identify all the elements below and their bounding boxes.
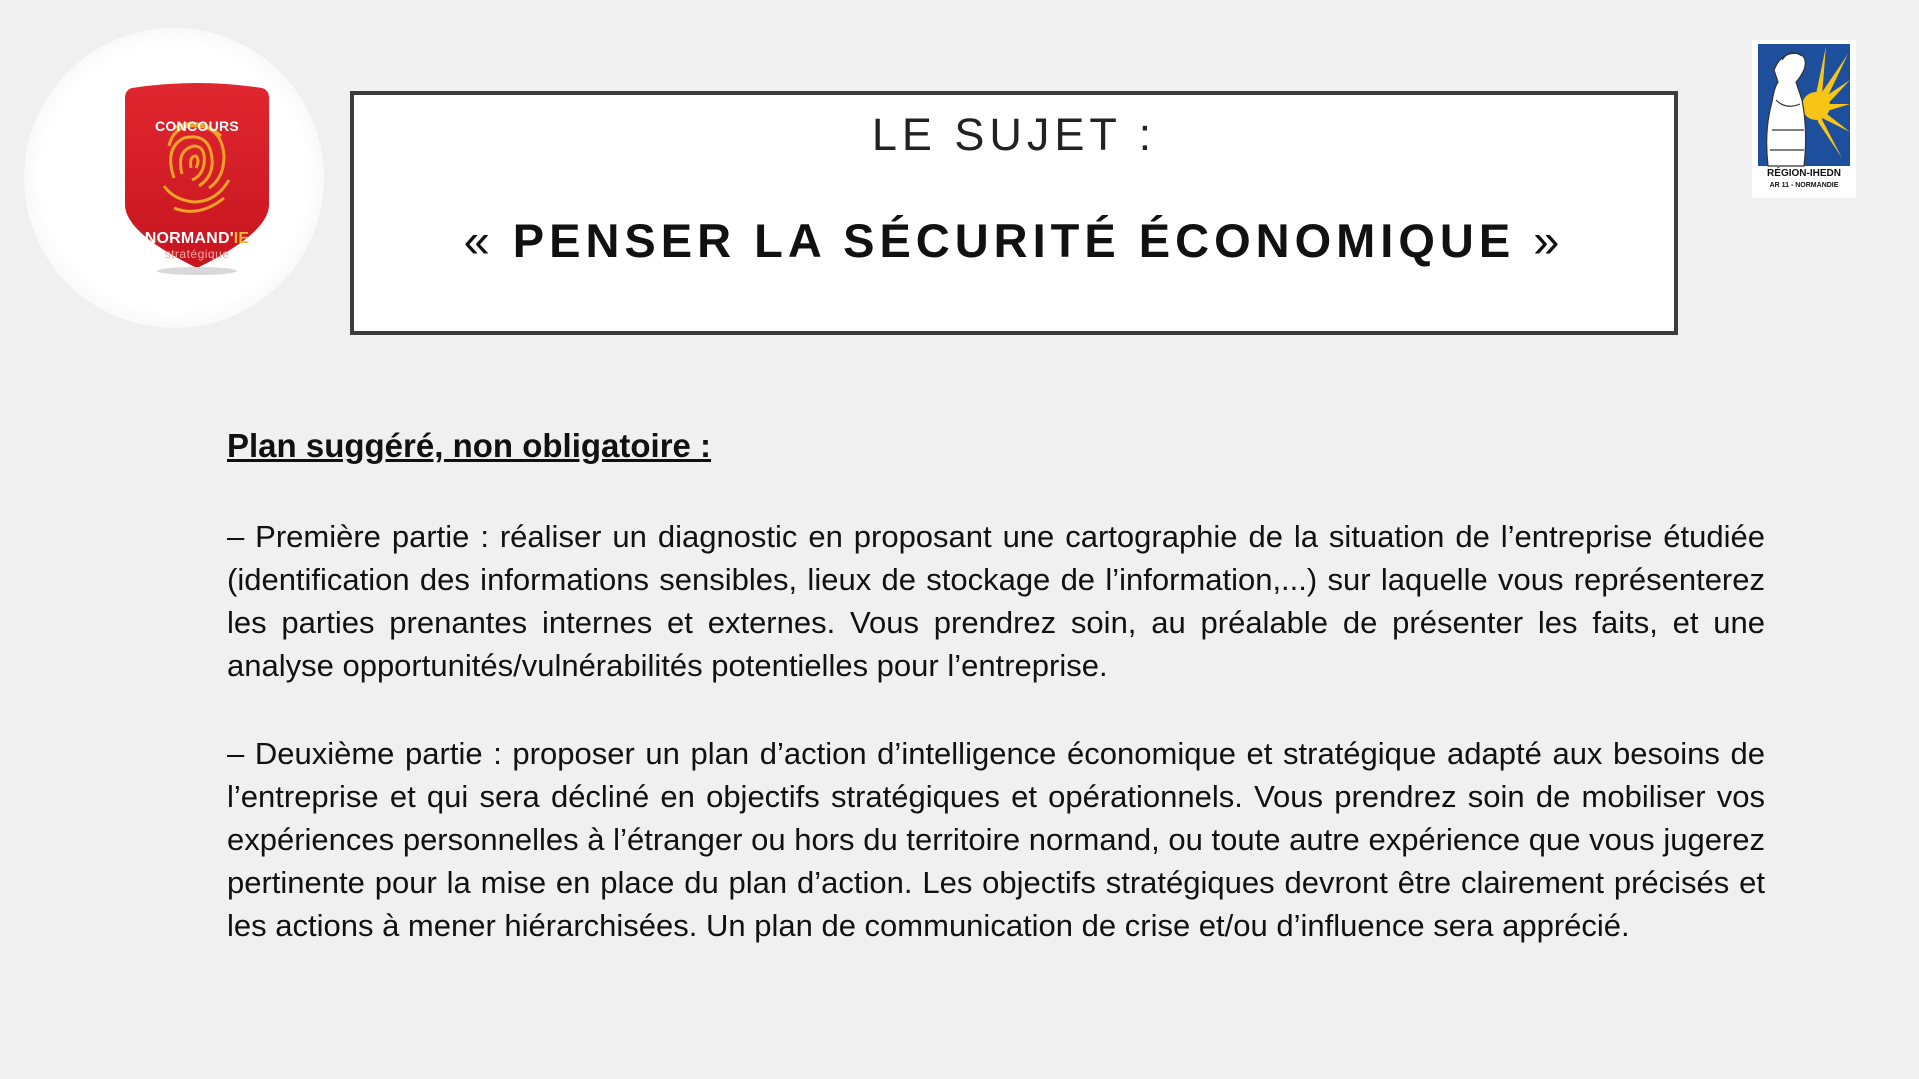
logo-strategique-label: stratégique bbox=[164, 247, 230, 261]
paragraph-part-two: – Deuxième partie : proposer un plan d’action d’intelligence économique et stratégique adapté aux besoins de l’entreprise et qui sera décliné en objectifs stratégiques et opérationnels. Vous prendrez soin de mobiliser vos expériences personnelles à l’étranger ou hors du territoire normand, ou toute autre expérience que vous jugerez pertinente pour la mise en place du plan d’action. Les objectifs stratégiques devront être clairement précisés et les actions à mener hiérarchisées. Un plan de communication de crise et/ou d’influence sera apprécié. bbox=[227, 736, 1765, 943]
ihedn-ar-label: AR 11 - NORMANDIE bbox=[1769, 182, 1839, 189]
subject-heading: LE SUJET : bbox=[871, 109, 1157, 160]
close-quote: » bbox=[1533, 214, 1565, 267]
ihedn-region-label: RÉGION-IHEDN bbox=[1767, 168, 1841, 179]
open-quote: « bbox=[463, 214, 495, 267]
shield-icon bbox=[24, 28, 324, 328]
logo-normandie-text: NORMAND' bbox=[144, 230, 234, 247]
subject-title bbox=[354, 213, 1674, 268]
paragraph-part-one: – Première partie : réaliser un diagnostic en proposant une cartographie de la situation de l’entreprise étudiée (identification des informations sensibles, lieux de stockage de l’information,...) sur laquelle vous représenterez les parties prenantes internes et externes. Vous prendrez soin, au préalable de présenter les faits, et une analyse opportunités/vulnérabilités potentielles pour l’entreprise. bbox=[227, 519, 1765, 683]
subject-title-text: PENSER LA SÉCURITÉ ÉCONOMIQUE bbox=[512, 214, 1516, 267]
ihedn-logo bbox=[1752, 40, 1856, 198]
logo-normandie-label bbox=[120, 230, 274, 248]
title-box bbox=[350, 91, 1678, 335]
concours-normandie-logo bbox=[24, 28, 324, 328]
logo-ie-text: IE bbox=[233, 230, 250, 247]
logo-concours-label: CONCOURS bbox=[154, 118, 240, 134]
plan-heading: Plan suggéré, non obligatoire : bbox=[227, 427, 712, 464]
